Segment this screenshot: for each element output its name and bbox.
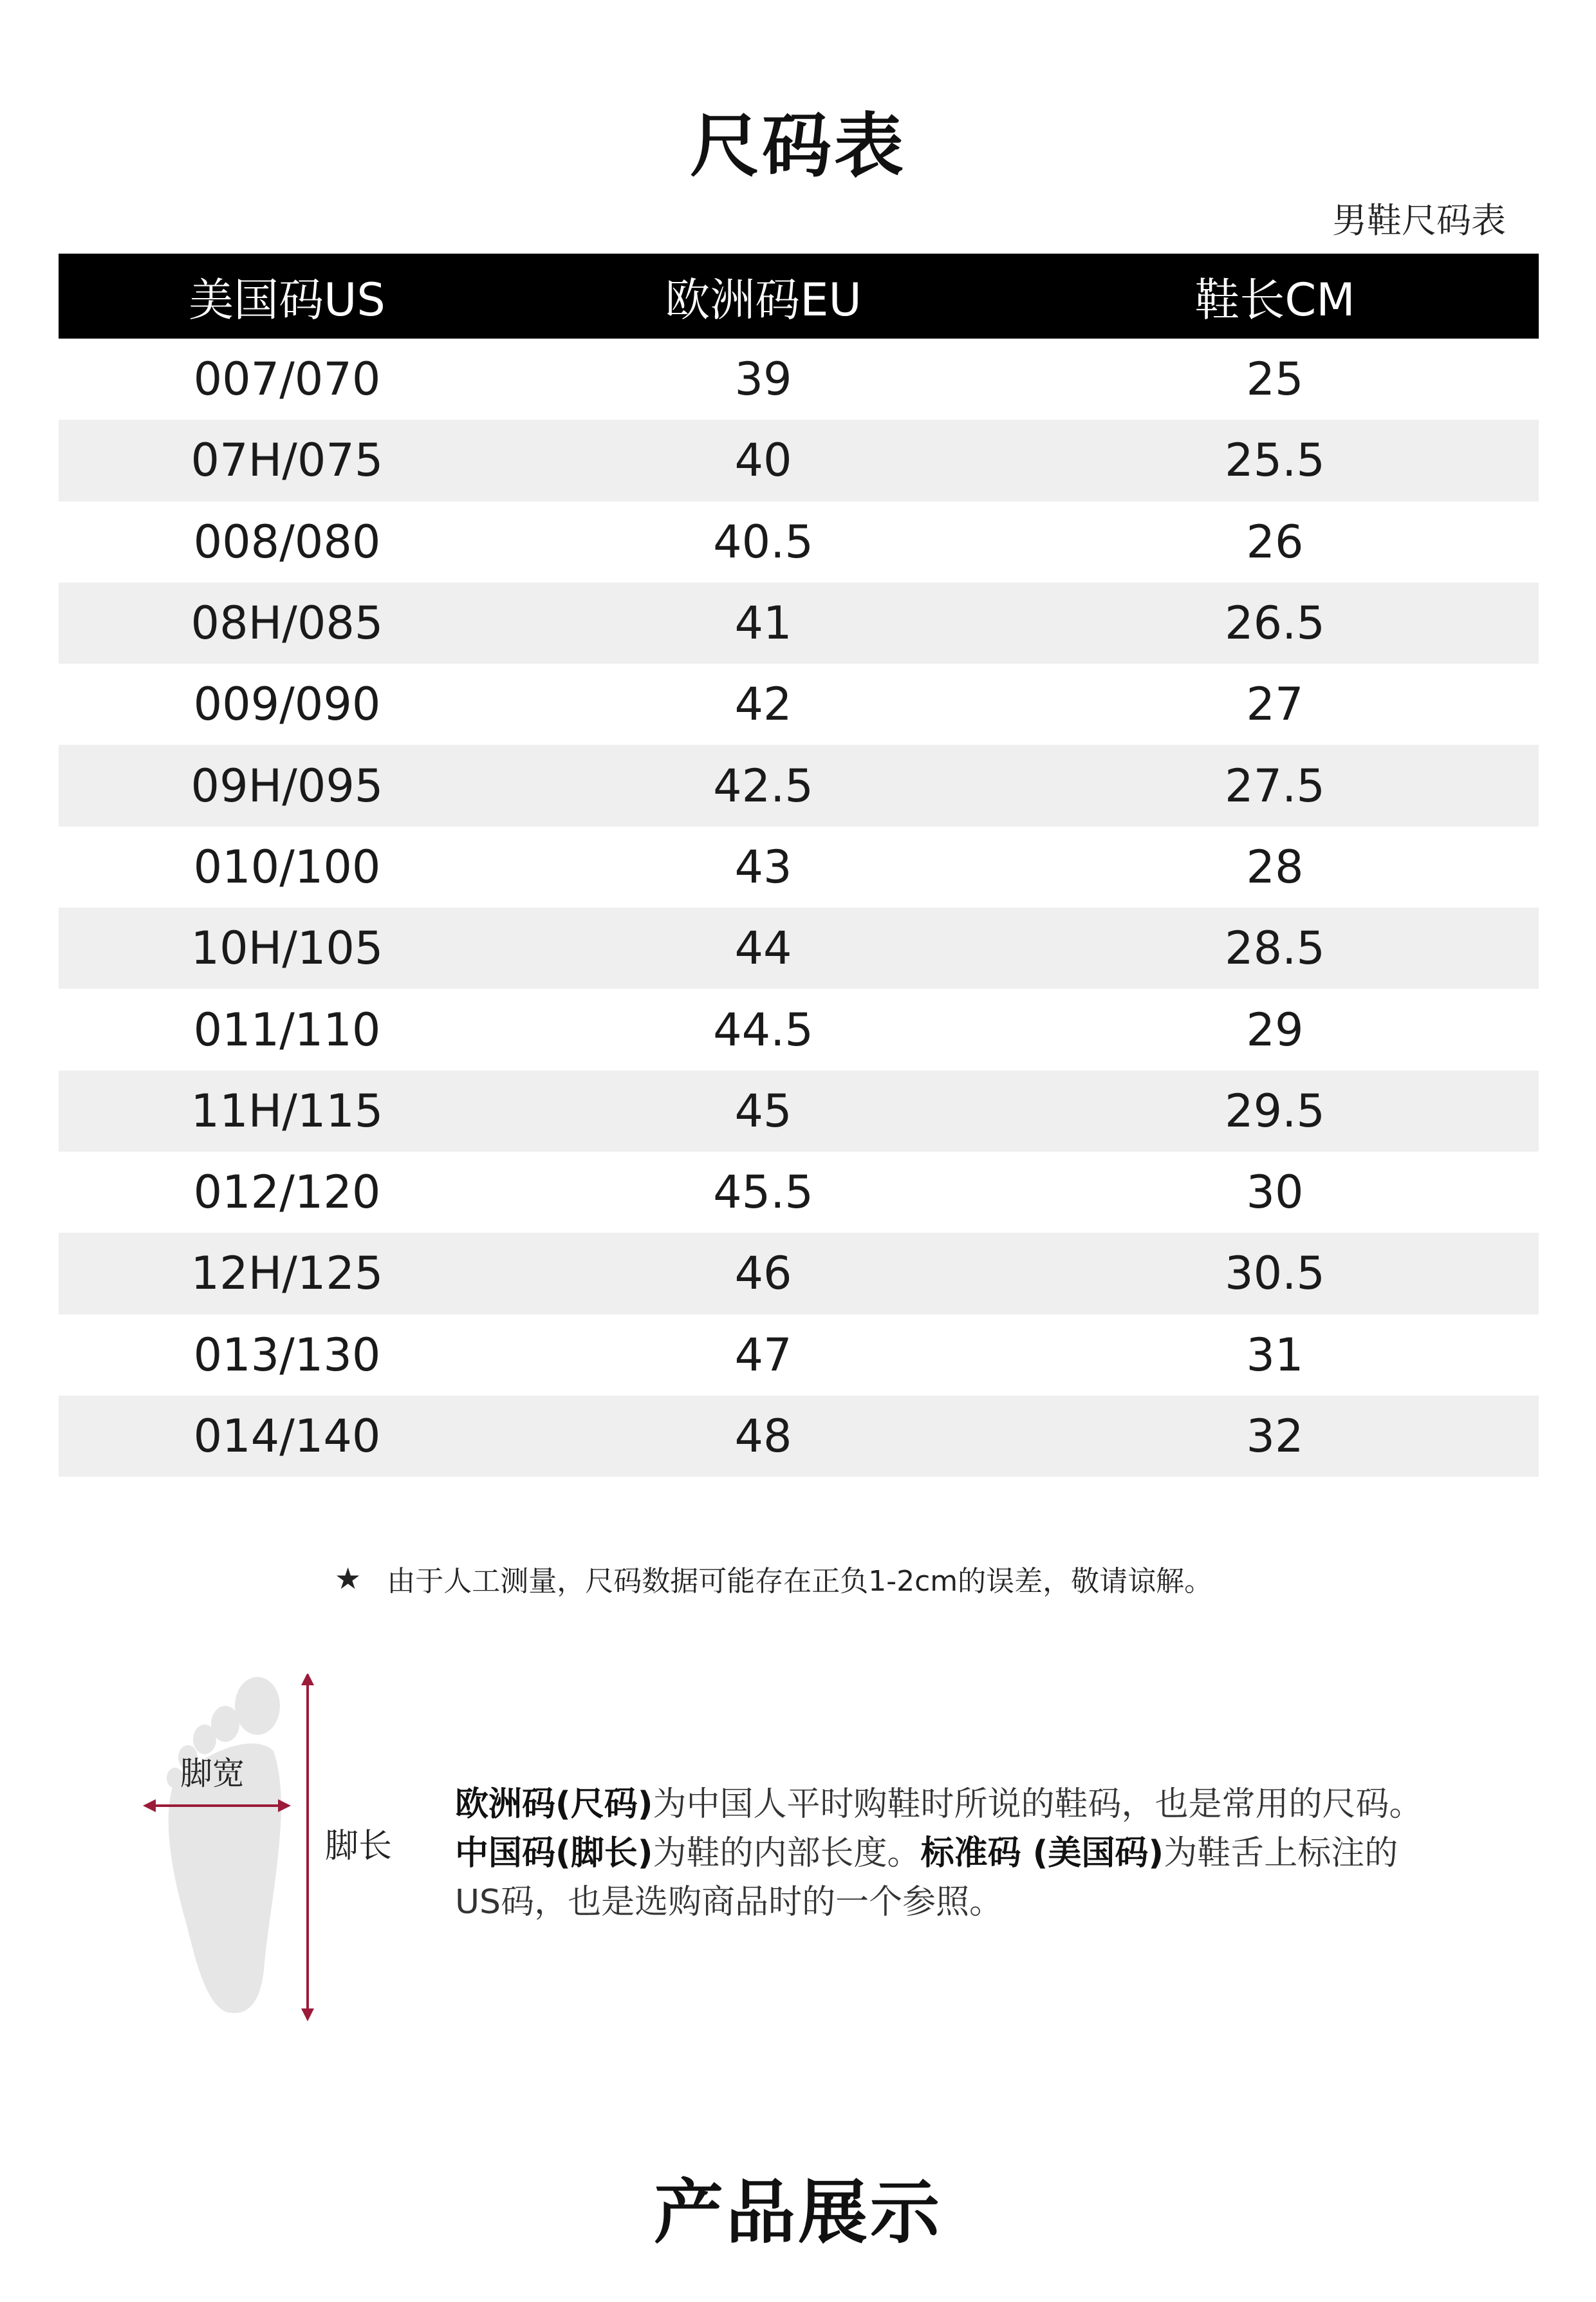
page-title: 尺码表	[689, 106, 906, 187]
table-row	[59, 1233, 1539, 1314]
cell-eu: 43	[734, 840, 792, 894]
cell-us: 08H/085	[190, 597, 384, 650]
product-section-title: 产品展示	[653, 2173, 942, 2253]
table-row	[59, 501, 1539, 583]
table-row	[59, 583, 1539, 664]
cell-cm: 25.5	[1225, 434, 1325, 487]
desc-us-term: 标准码 (美国码)	[920, 1834, 1164, 1873]
cell-eu: 42	[734, 678, 792, 731]
cell-us: 09H/095	[190, 759, 384, 812]
cell-eu: 45.5	[713, 1166, 813, 1219]
cell-us: 12H/125	[190, 1247, 384, 1300]
header-cm: 鞋长CM	[1194, 273, 1355, 326]
cell-cm: 30.5	[1225, 1247, 1325, 1300]
cell-us: 007/070	[193, 353, 381, 406]
cell-cm: 26	[1246, 515, 1304, 568]
cell-eu: 48	[734, 1410, 792, 1463]
table-row	[59, 339, 1539, 420]
cell-us: 10H/105	[190, 922, 384, 975]
note-text: 由于人工测量，尺码数据可能存在正负1-2cm的误差，敬请谅解。	[387, 1565, 1213, 1598]
desc-us-text: 为鞋舌上标注的	[1164, 1834, 1398, 1873]
table-row	[59, 908, 1539, 989]
cell-eu: 46	[734, 1247, 792, 1300]
cell-eu: 42.5	[713, 759, 813, 812]
cell-cm: 28	[1246, 840, 1304, 894]
cell-eu: 40	[734, 434, 792, 487]
cell-eu: 44	[734, 922, 792, 975]
cell-us: 009/090	[193, 678, 381, 731]
cell-cm: 26.5	[1225, 597, 1325, 650]
desc-line-1	[455, 1780, 1498, 1829]
cell-cm: 27	[1246, 678, 1304, 731]
cell-cm: 29.5	[1225, 1084, 1325, 1137]
cell-eu: 41	[734, 597, 792, 650]
header-us: 美国码US	[189, 273, 385, 326]
desc-cn-text: 为鞋的内部长度。	[653, 1834, 921, 1873]
table-row	[59, 1152, 1539, 1233]
cell-us: 11H/115	[190, 1084, 384, 1137]
table-row	[59, 1315, 1539, 1396]
foot-icon	[167, 1677, 281, 2013]
measurement-note	[335, 1558, 1212, 1599]
desc-line-2	[455, 1829, 1498, 1878]
cell-us: 013/130	[193, 1328, 381, 1381]
desc-eu-text: 为中国人平时购鞋时所说的鞋码，也是常用的尺码。	[653, 1785, 1423, 1824]
table-row	[59, 745, 1539, 826]
cell-us: 010/100	[193, 840, 381, 894]
desc-us-text-2: US码，也是选购商品时的一个参照。	[455, 1883, 1003, 1922]
table-subtitle: 男鞋尺码表	[1332, 200, 1506, 241]
size-description	[455, 1780, 1498, 1927]
cell-us: 012/120	[193, 1166, 381, 1219]
cell-cm: 28.5	[1225, 922, 1325, 975]
table-row	[59, 664, 1539, 745]
table-row	[59, 989, 1539, 1070]
cell-eu: 40.5	[713, 515, 813, 568]
cell-cm: 31	[1246, 1328, 1304, 1381]
table-row	[59, 420, 1539, 501]
cell-eu: 47	[734, 1328, 792, 1381]
cell-cm: 32	[1246, 1410, 1304, 1463]
cell-eu: 44.5	[713, 1003, 813, 1056]
star-icon: ★	[335, 1561, 362, 1596]
cell-us: 011/110	[193, 1003, 381, 1056]
cell-us: 07H/075	[190, 434, 384, 487]
table-body	[59, 339, 1539, 1477]
table-row	[59, 1396, 1539, 1477]
cell-eu: 39	[734, 353, 792, 406]
size-table	[59, 254, 1539, 1477]
cell-cm: 30	[1246, 1166, 1304, 1219]
table-row	[59, 827, 1539, 908]
cell-us: 014/140	[193, 1410, 381, 1463]
desc-eu-term: 欧洲码(尺码)	[455, 1785, 653, 1824]
table-row	[59, 1071, 1539, 1152]
cell-us: 008/080	[193, 515, 381, 568]
header-eu: 欧洲码EU	[665, 273, 862, 326]
cell-eu: 45	[734, 1084, 792, 1137]
table-header	[59, 254, 1539, 339]
foot-length-label: 脚长	[325, 1827, 393, 1866]
foot-width-label: 脚宽	[180, 1755, 245, 1792]
desc-cn-term: 中国码(脚长)	[455, 1834, 653, 1873]
cell-cm: 27.5	[1225, 759, 1325, 812]
cell-cm: 25	[1246, 353, 1304, 406]
desc-line-3	[455, 1878, 1498, 1927]
cell-cm: 29	[1246, 1003, 1304, 1056]
